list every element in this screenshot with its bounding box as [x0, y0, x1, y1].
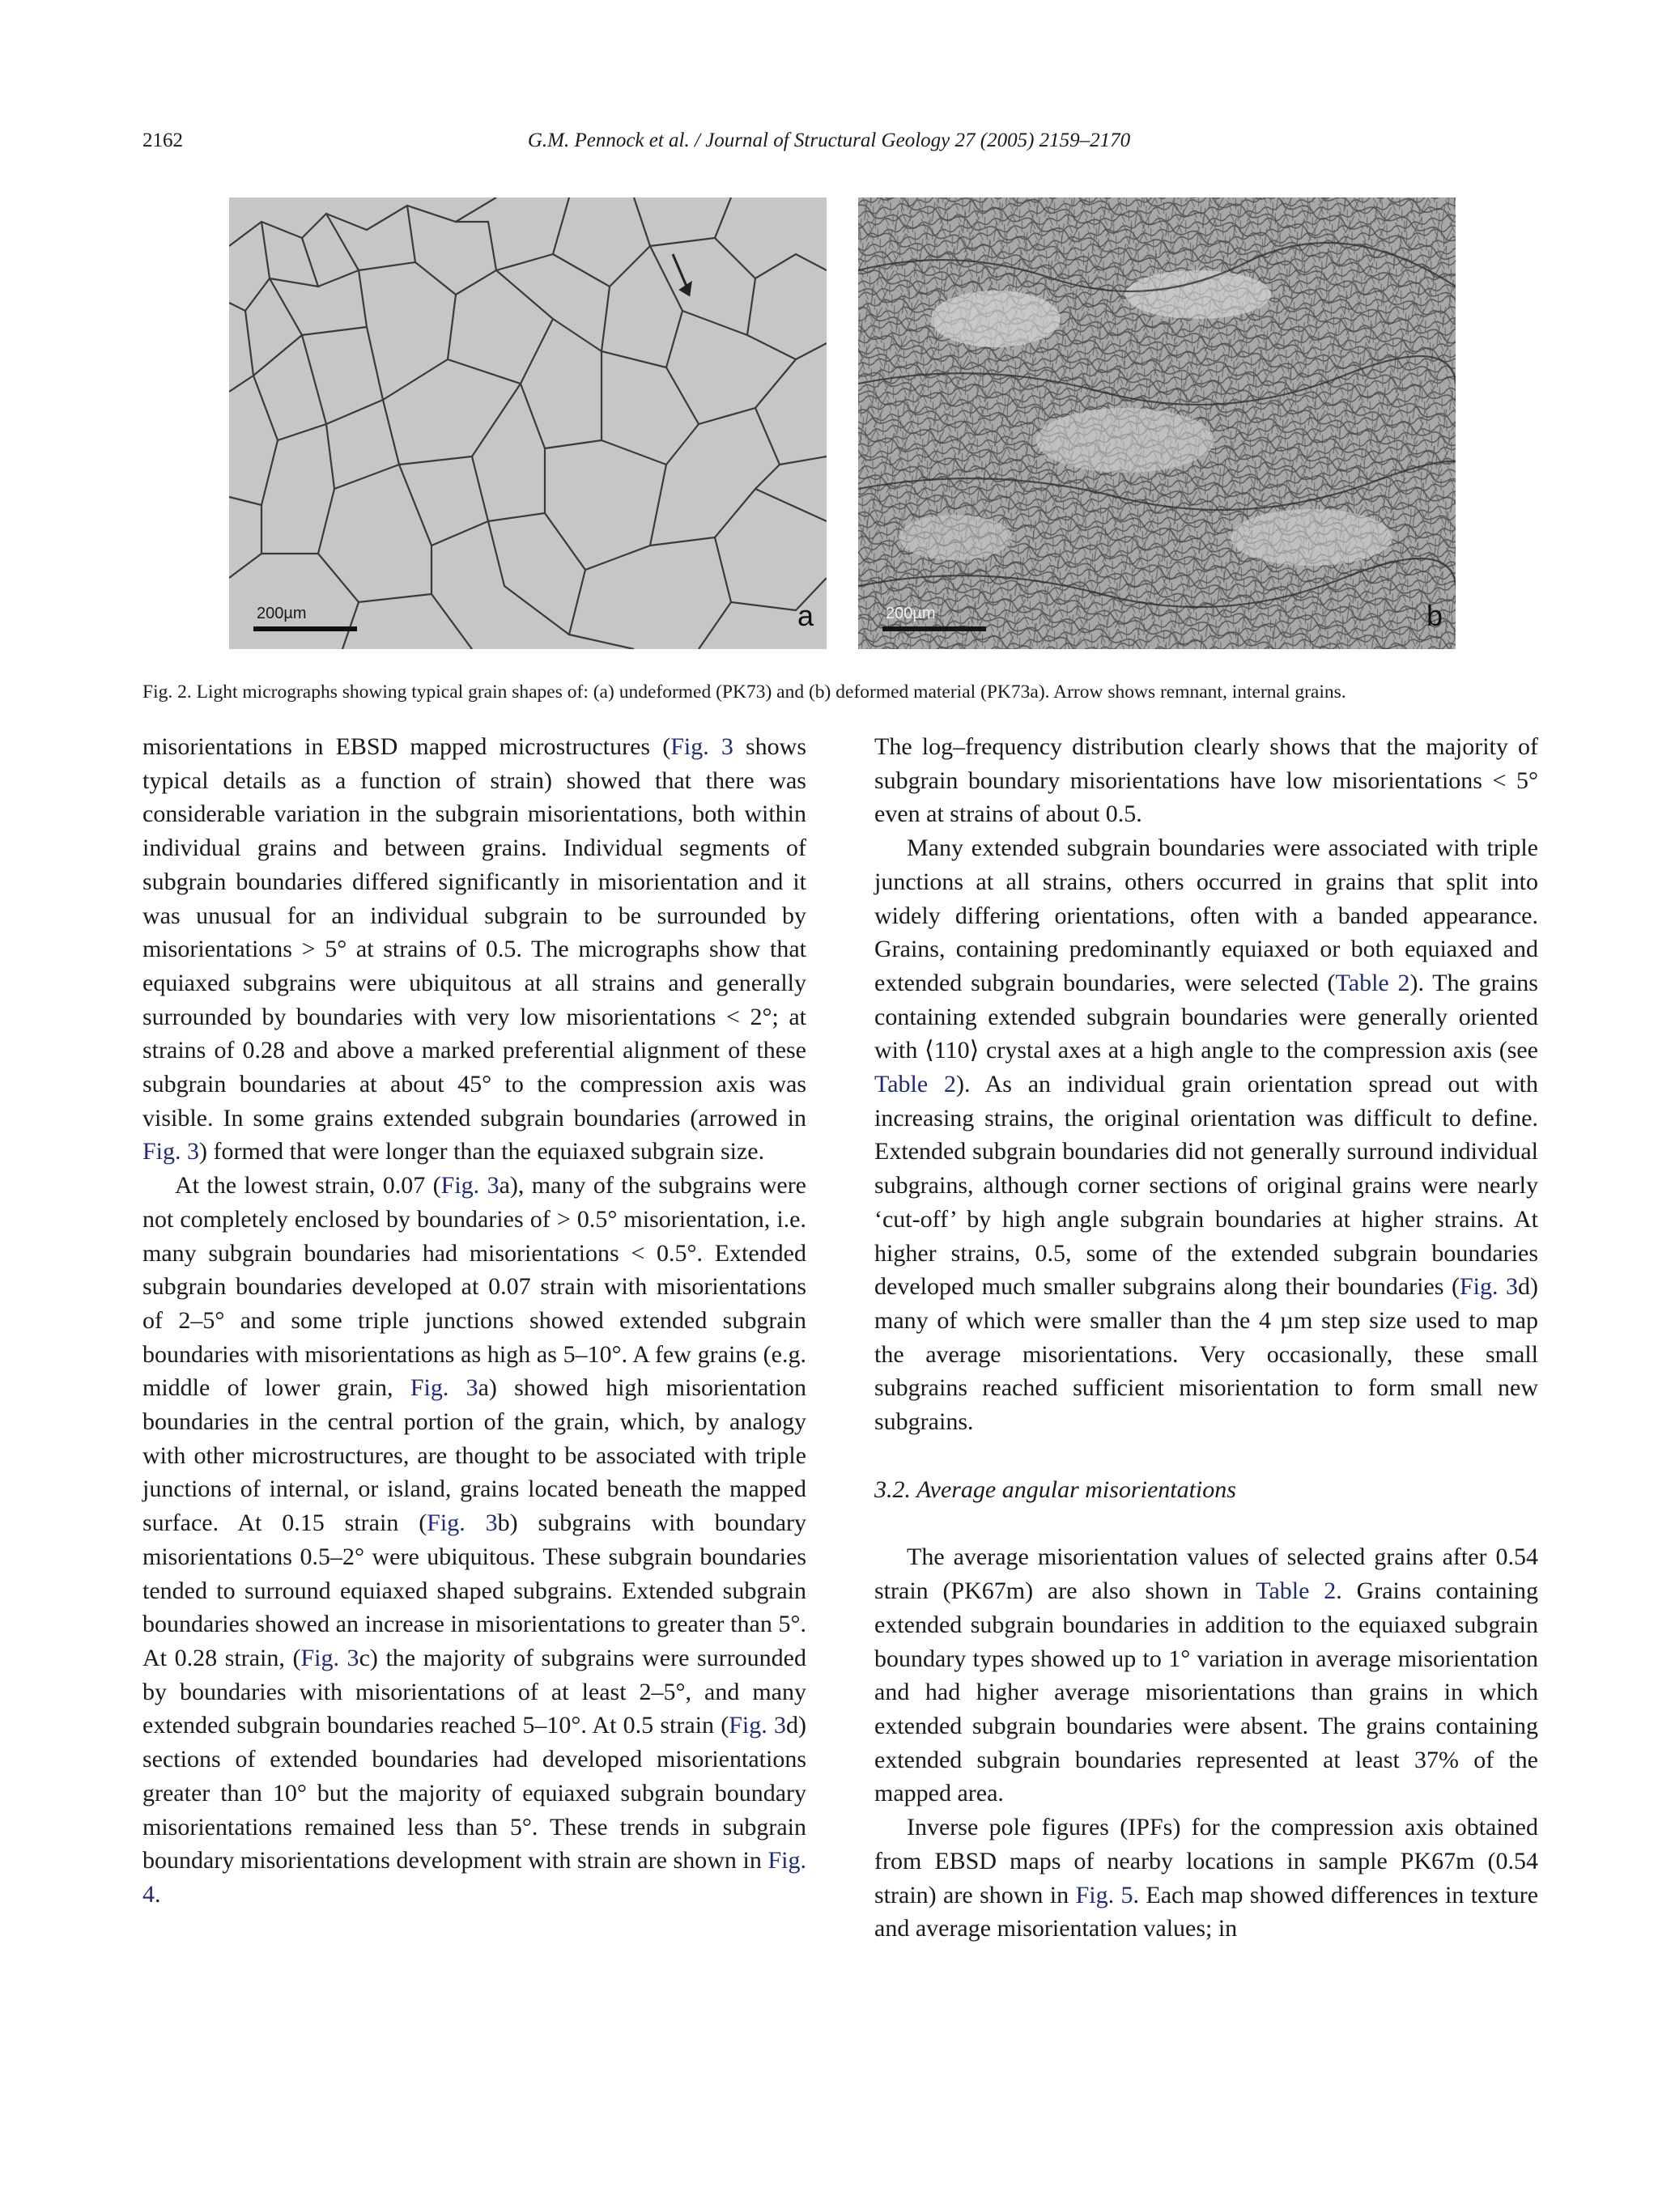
section-heading: 3.2. Average angular misorientations: [874, 1475, 1236, 1503]
panel-letter-b: b: [1426, 599, 1443, 632]
figure-link[interactable]: Fig. 3: [440, 1172, 500, 1199]
panel-letter-a: a: [797, 599, 814, 632]
paragraph: [874, 1811, 1538, 1946]
paragraph: [874, 831, 1538, 1439]
text: ). The grains containing extended subgrain boundaries were generally oriented with ⟨110⟩ crystal axes at a high angle to the compression axis (see: [874, 969, 1538, 1064]
micrograph-a: [229, 197, 827, 649]
figure-link[interactable]: Fig. 3: [670, 733, 733, 760]
paragraph: The log–frequency distribution clearly shows that the majority of subgrain boundary misorientations have low misorientations < 5° even at strains of about 0.5.: [874, 733, 1538, 828]
figure-link[interactable]: Fig. 3: [410, 1374, 478, 1402]
figure-link[interactable]: Fig. 5: [1075, 1881, 1133, 1908]
paragraph: [142, 730, 806, 1169]
page-number: 2162: [142, 129, 183, 151]
paragraph: [142, 1169, 806, 1911]
table-link[interactable]: Table 2: [874, 1071, 956, 1098]
text: d) many of which were smaller than the 4 µm step size used to map the average misorientations. Very occasionally, these small subgrains reached sufficient misorientation to form small new subgrains.: [874, 1273, 1538, 1436]
text: The average misorientation values of selected grains after 0.54 strain (PK67m) are also shown in: [874, 1543, 1538, 1605]
table-link[interactable]: Table 2: [1335, 969, 1410, 996]
text: ) formed that were longer than the equiaxed subgrain size.: [199, 1138, 765, 1165]
text: d) sections of extended boundaries had developed misorientations greater than 10° but the majority of equiaxed subgrain boundary misorientations remained less than 5°. These trends in subgrain boundary misorientations development with strain are shown in: [142, 1712, 806, 1874]
grain-network-a: [229, 197, 827, 649]
text: ). As an individual grain orientation spread out with increasing strains, the original orientation was difficult to define. Extended subgrain boundaries did not generally surround individual subgrains, although corner sections of original grains were nearly ‘cut-off’ by high angle subgrain boundaries at higher strains. At higher strains, 0.5, some of the extended subgrain boundaries developed much smaller subgrains along their boundaries (: [874, 1071, 1538, 1301]
grain-network-b: [858, 197, 1456, 649]
table-link[interactable]: Table 2: [1256, 1577, 1337, 1605]
right-column: [874, 730, 1538, 1946]
figure-link[interactable]: Fig. 3: [142, 1138, 200, 1165]
left-column: [142, 730, 806, 1912]
text: a), many of the subgrains were not completely enclosed by boundaries of > 0.5° misorientation, i.e. many subgrain boundaries had misorientations < 0.5°. Extended subgrain boundaries developed at 0.07 strain with misorientations of 2–5° and some triple junctions showed extended subgrain boundaries with misorientations as high as 5–10°. A few grains (e.g. middle of lower grain,: [142, 1172, 806, 1402]
text: . Each map showed differences in texture and average misorientation values; in: [874, 1881, 1539, 1942]
figure-link[interactable]: Fig. 3: [729, 1712, 786, 1739]
figure-link[interactable]: Fig. 3: [427, 1509, 498, 1537]
scale-label-a: 200µm: [257, 605, 307, 622]
text: shows typical details as a function of strain) showed that there was considerable variation in the subgrain misorientations, both within individual grains and between grains. Individual segments of subgrain boundaries differed significantly in misorientation and it was unusual for an individual subgrain to be surrounded by misorientations > 5° at strains of 0.5. The micrographs show that equiaxed subgrains were ubiquitous at all strains and generally surrounded by boundaries with very low misorientations < 2°; at strains of 0.28 and above a marked preferential alignment of these subgrain boundaries at about 45° to the compression axis was visible. In some grains extended subgrain boundaries (arrowed in: [142, 733, 807, 1131]
running-head: G.M. Pennock et al. / Journal of Structural Geology 27 (2005) 2159–2170: [527, 129, 1131, 151]
paragraph: [874, 1540, 1538, 1811]
figure-link[interactable]: Fig. 3: [300, 1644, 359, 1671]
text: Many extended subgrain boundaries were associated with triple junctions at all strains, others occurred in grains that split into widely differing orientations, often with a banded appearance. Grains, containing predominantly equiaxed or both equiaxed and extended subgrain boundaries, were selected (: [874, 834, 1538, 996]
text: . Grains containing extended subgrain boundaries in addition to the equiaxed subgrain boundary types showed up to 1° variation in average misorientation and had higher average misorientations than grains in which extended subgrain boundaries were absent. The grains containing extended subgrain boundaries represented at least 37% of the mapped area.: [874, 1577, 1538, 1807]
text: b) subgrains with boundary misorientations 0.5–2° were ubiquitous. These subgrain boundaries tended to surround equiaxed shaped subgrains. Extended subgrain boundaries showed an increase in misorientations to greater than 5°. At 0.28 strain, (: [142, 1509, 806, 1671]
text: .: [155, 1880, 161, 1908]
text: At the lowest strain, 0.07 (: [175, 1172, 441, 1199]
text: Inverse pole figures (IPFs) for the compression axis obtained from EBSD maps of nearby locations in sample PK67m (0.54 strain) are shown in: [874, 1814, 1538, 1908]
figure-link[interactable]: Fig. 3: [1459, 1273, 1518, 1301]
figure-link[interactable]: Fig. 4: [142, 1847, 806, 1908]
scale-bar-b: [882, 626, 986, 631]
text: misorientations in EBSD mapped microstructures (: [142, 733, 671, 760]
text: c) the majority of subgrains were surrounded by boundaries with misorientations of at least 2–5°, and many extended subgrain boundaries reached 5–10°. At 0.5 strain (: [142, 1644, 806, 1739]
figure-caption: Fig. 2. Light micrographs showing typical grain shapes of: (a) undeformed (PK73) and (b) deformed material (PK73a). Arrow shows remnant, internal grains.: [142, 681, 1346, 703]
text: a) showed high misorientation boundaries in the central portion of the grain, which, by analogy with other microstructures, are thought to be associated with triple junctions of internal, or island, grains located beneath the mapped surface. At 0.15 strain (: [142, 1374, 806, 1537]
micrograph-b: [858, 197, 1456, 649]
scale-label-b: 200µm: [886, 605, 936, 622]
scale-bar-a: [253, 626, 357, 631]
